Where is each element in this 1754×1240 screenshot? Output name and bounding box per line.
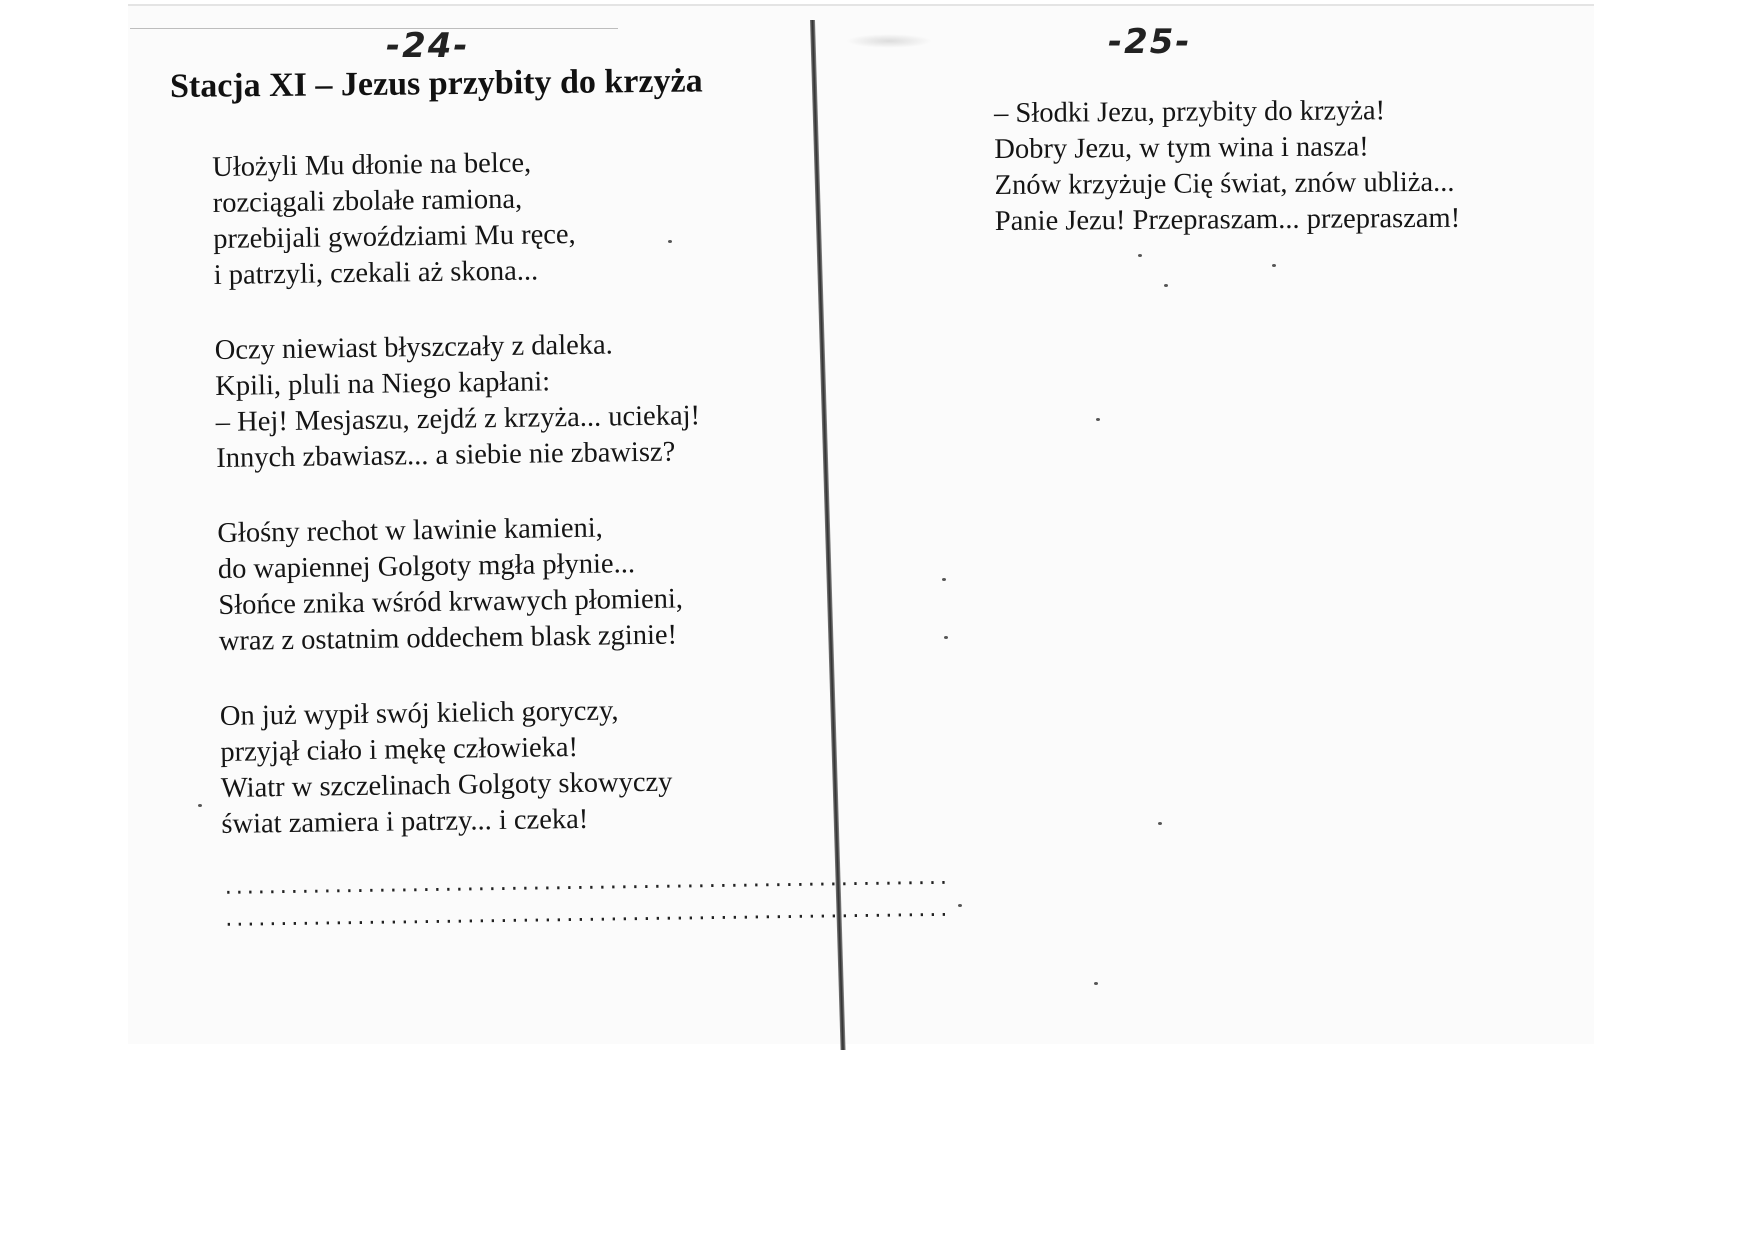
verse-line: Oczy niewiast błyszczały z daleka. [214,329,614,366]
top-edge-line [128,4,1594,6]
scan-speck [944,636,948,639]
verse-line: Wiatr w szczelinach Golgoty skowyczy [220,766,673,804]
verse-line: i patrzyli, czekali aż skona... [213,255,539,291]
scan-smudge [846,34,932,48]
refrain-line: Dobry Jezu, w tym wina i nasza! [994,131,1369,165]
refrain-line: Znów krzyżuje Cię świat, znów ubliża... [994,166,1455,201]
verse-line: On już wypił swój kielich goryczy, [219,695,619,732]
refrain-line: – Słodki Jezu, przybity do krzyża! [994,95,1386,129]
verse-line: Głośny rechot w lawinie kamieni, [217,512,603,549]
scan-speck [1138,254,1142,257]
scan-speck [668,240,672,243]
verse-line: Kpili, pluli na Niego kapłani: [215,366,551,402]
scan-speck [1158,822,1162,825]
scan-speck [1094,982,1098,985]
scan-speck [1272,264,1276,267]
verse-line: rozciągali zbolałe ramiona, [212,183,523,219]
dotted-line: .................................................................. [222,899,950,933]
stanza-1 [212,142,814,294]
left-page-number: -24- [386,26,470,66]
stanza-2 [215,325,817,477]
verse-line: przebijali gwoździami Mu ręce, [213,218,576,255]
poem-body [212,142,950,938]
scan-speck [198,804,202,807]
dotted-line: .................................................................. [222,867,949,901]
verse-line: Słońce znika wśród krwawych płomieni, [218,583,684,621]
prayer-refrain [994,92,1595,240]
scan-speck [1164,284,1168,287]
verse-line: Ułożyli Mu dłonie na belce, [212,147,532,183]
scan-speck [958,904,962,907]
refrain-line: Panie Jezu! Przepraszam... przepraszam! [994,202,1461,237]
verse-line: – Hej! Mesjaszu, zejdź z krzyża... uciekaj! [215,400,701,438]
verse-line: Innych zbawiasz... a siebie nie zbawisz? [216,436,676,474]
verse-line: do wapiennej Golgoty mgła płynie... [217,548,636,585]
station-title: Stacja XI – Jezus przybity do krzyża [169,62,703,105]
left-header-rule [130,28,618,29]
scanned-page-spread [128,4,1594,1044]
verse-line: wraz z ostatnim oddechem blask zginie! [218,619,678,657]
verse-line: świat zamiera i patrzy... i czeka! [221,803,589,840]
scan-speck [942,578,946,581]
stanza-4 [220,691,822,843]
stanza-3 [217,508,819,660]
verse-line: przyjął ciało i mękę człowieka! [220,731,579,768]
right-page-number: -25- [1108,22,1192,62]
scan-speck [1096,418,1100,421]
